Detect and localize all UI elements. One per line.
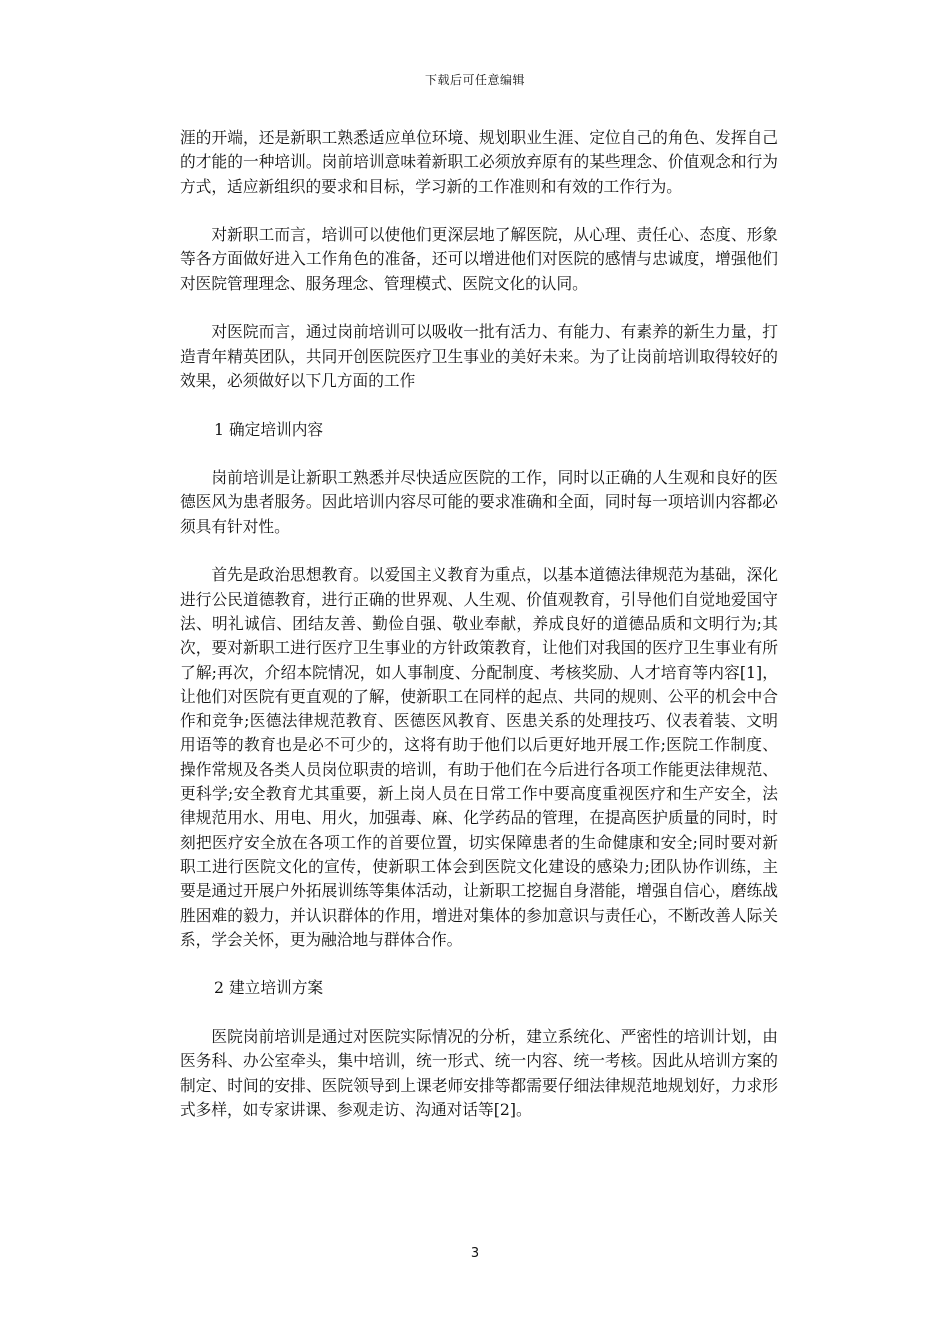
paragraph-training-purpose: 岗前培训是让新职工熟悉并尽快适应医院的工作，同时以正确的人生观和良好的医德医风为患者服务。因此培训内容尽可能的要求准确和全面，同时每一项培训内容都必须具有针对性。 <box>180 468 778 536</box>
paragraph-continuation: 涯的开端，还是新职工熟悉适应单位环境、规划职业生涯、定位自己的角色、发挥自己的才能的一种培训。岗前培训意味着新职工必须放弃原有的某些理念、价值观念和行为方式，适应新组织的要求和目标，学习新的工作准则和有效的工作行为。 <box>180 128 778 196</box>
paragraph-gap <box>180 296 778 320</box>
paragraph-training-content: 首先是政治思想教育。以爱国主义教育为重点，以基本道德法律规范为基础，深化进行公民道德教育，进行正确的世界观、人生观、价值观教育，引导他们自觉地爱国守法、明礼诚信、团结友善、勤俭自强、敬业奉献，养成良好的道德品质和文明行为;其次，要对新职工进行医疗卫生事业的方针政策教育，让他们对我国的医疗卫生事业有所了解;再次，介绍本院情况，如人事制度、分配制度、考核奖励、人才培育等内容[1]，让他们对医院有更直观的了解，使新职工在同样的起点、共同的规则、公平的机会中合作和竞争;医德法律规范教育、医德医风教育、医患关系的处理技巧、仪表着装、文明用语等的教育也是必不可少的，这将有助于他们以后更好地开展工作;医院工作制度、操作常规及各类人员岗位职责的培训，有助于他们在今后进行各项工作能更法律规范、更科学;安全教育尤其重要，新上岗人员在日常工作中要高度重视医疗和生产安全，法律规范用水、用电、用火，加强毒、麻、化学药品的管理，在提高医护质量的同时，时刻把医疗安全放在各项工作的首要位置，切实保障患者的生命健康和安全;同时要对新职工进行医院文化的宣传，使新职工体会到医院文化建设的感染力;团队协作训练，主要是通过开展户外拓展训练等集体活动，让新职工挖掘自身潜能，增强自信心，磨练战胜困难的毅力，并认识群体的作用，增进对集体的参加意识与责任心，不断改善人际关系，学会关怀，更为融洽地与群体合作。 <box>180 565 778 949</box>
section-heading-1: 1 确定培训内容 <box>214 419 324 439</box>
paragraph-gap <box>180 199 778 223</box>
paragraph-gap <box>180 1001 778 1025</box>
page-number: 3 <box>470 1246 480 1261</box>
section-heading-2: 2 建立培训方案 <box>214 978 324 998</box>
paragraph-gap <box>180 393 778 417</box>
header-note: 下载后可任意编辑 <box>424 73 525 87</box>
paragraph-gap <box>180 539 778 563</box>
paragraph-training-plan: 医院岗前培训是通过对医院实际情况的分析，建立系统化、严密性的培训计划，由医务科、办公室牵头，集中培训，统一形式、统一内容、统一考核。因此从培训方案的制定、时间的安排、医院领导到上课老师安排等都需要仔细法律规范地规划好，力求形式多样，如专家讲课、参观走访、沟通对话等[2]。 <box>180 1026 778 1119</box>
paragraph-new-staff: 对新职工而言，培训可以使他们更深层地了解医院，从心理、责任心、态度、形象等各方面做好进入工作角色的准备，还可以增进他们对医院的感情与忠诚度，增强他们对医院管理理念、服务理念、管理模式、医院文化的认同。 <box>180 225 778 293</box>
paragraph-hospital: 对医院而言，通过岗前培训可以吸收一批有活力、有能力、有素养的新生力量，打造青年精英团队，共同开创医院医疗卫生事业的美好未来。为了让岗前培训取得较好的效果，必须做好以下几方面的工作 <box>180 322 778 390</box>
paragraph-gap <box>180 442 778 466</box>
paragraph-gap <box>180 952 778 976</box>
document-body <box>180 126 778 1122</box>
